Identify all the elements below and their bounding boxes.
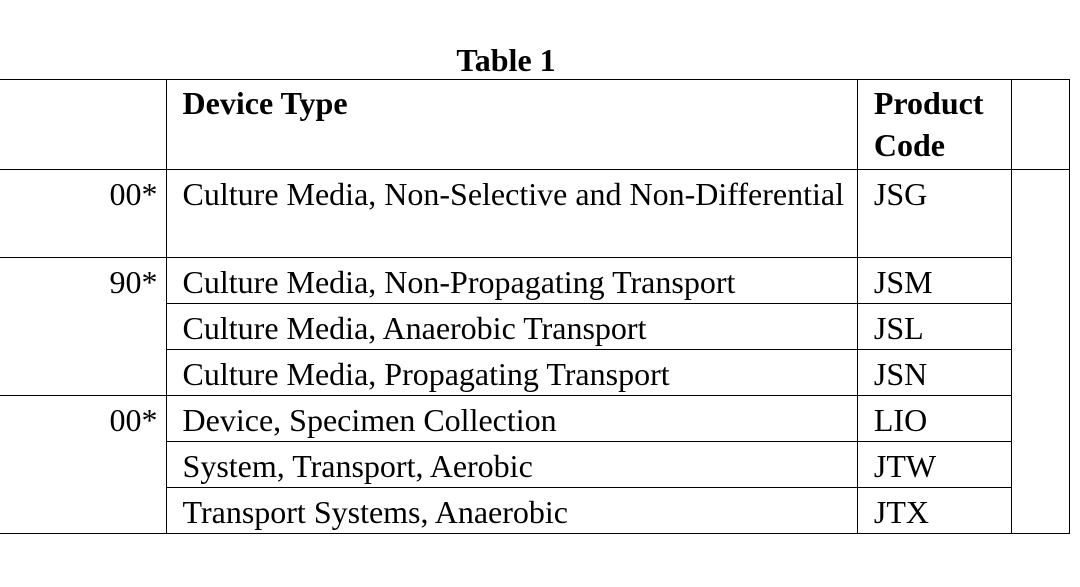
regulation-cell: 00* (0, 170, 166, 258)
header-regulation (0, 80, 166, 170)
regulation-cell: 90* (0, 258, 166, 396)
header-extra (1012, 80, 1070, 170)
product-code-cell: JTW (857, 442, 1012, 488)
table-row (0, 396, 1070, 442)
header-device-type: Device Type (166, 80, 857, 170)
device-type-cell: Culture Media, Propagating Transport (166, 350, 857, 396)
product-code-cell: JSG (857, 170, 1012, 258)
device-type-cell: Transport Systems, Anaerobic (166, 488, 857, 534)
device-type-cell (166, 170, 857, 258)
extra-cell (1012, 170, 1070, 534)
table-row (0, 170, 1070, 258)
device-type-cell: System, Transport, Aerobic (166, 442, 857, 488)
product-code-cell: JSN (857, 350, 1012, 396)
regulation-cell: 00* (0, 396, 166, 534)
device-table (0, 79, 1070, 534)
device-type-cell: Culture Media, Non-Propagating Transport (166, 258, 857, 304)
product-code-cell: JSL (857, 304, 1012, 350)
product-code-cell: JSM (857, 258, 1012, 304)
header-product-code: Product Code (857, 80, 1012, 170)
device-type-text: Culture Media, Non-Selective and Non-Differential (182, 176, 844, 212)
product-code-cell: LIO (857, 396, 1012, 442)
table-caption: Table 1 (456, 42, 556, 78)
product-code-cell: JTX (857, 488, 1012, 534)
table-header-row (0, 80, 1070, 170)
table-row (0, 258, 1070, 304)
device-type-cell: Device, Specimen Collection (166, 396, 857, 442)
device-type-cell: Culture Media, Anaerobic Transport (166, 304, 857, 350)
